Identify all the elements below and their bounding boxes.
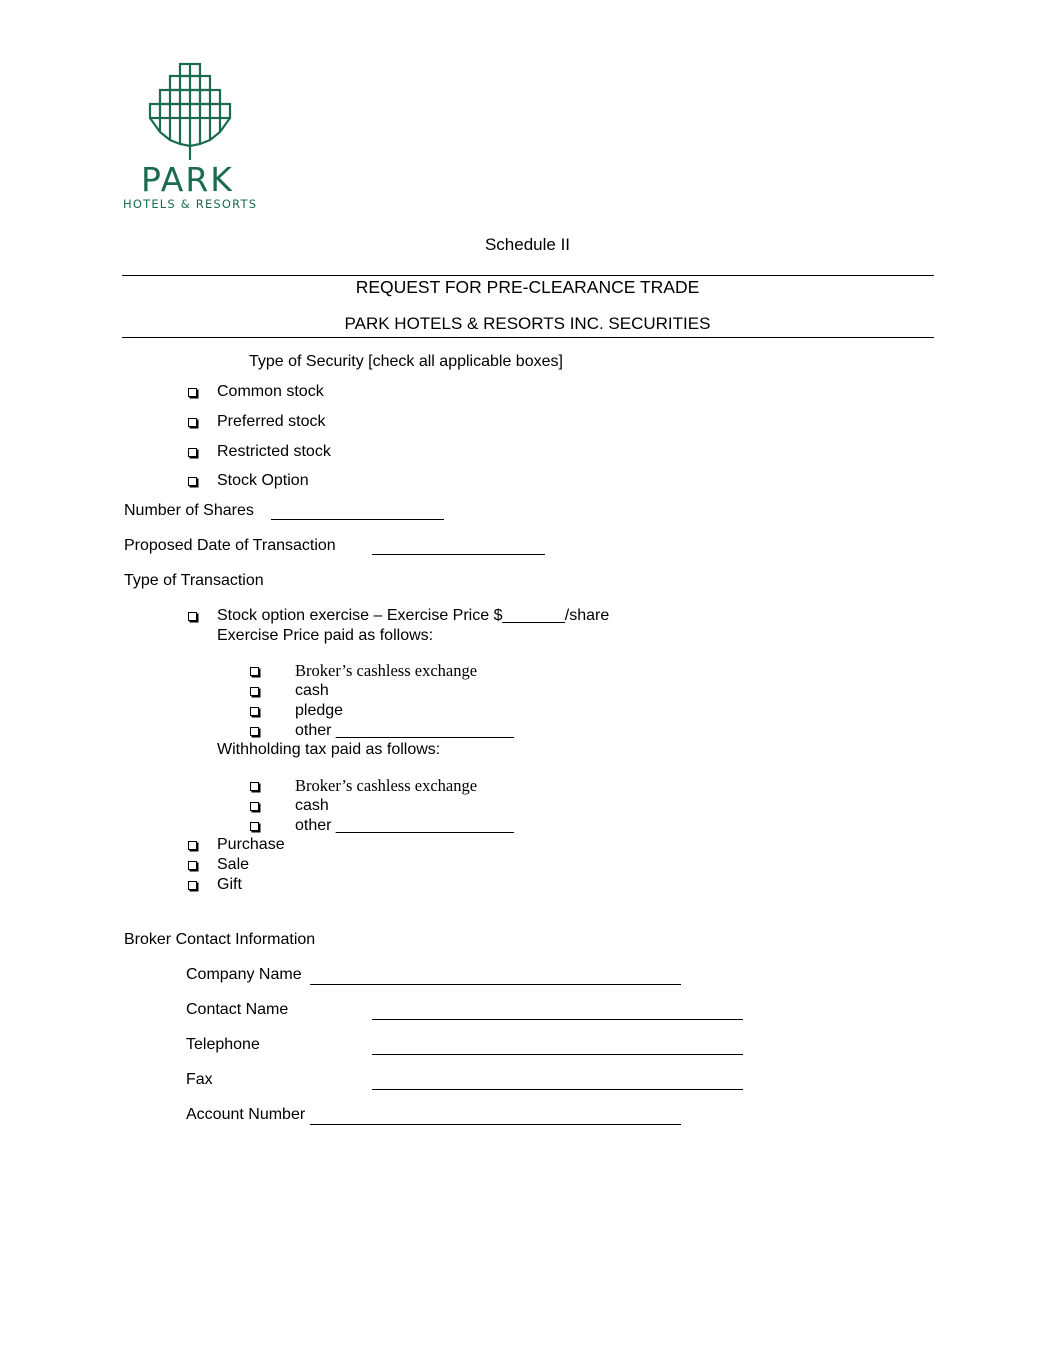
checkbox[interactable] — [188, 841, 197, 850]
checkbox[interactable] — [188, 612, 197, 621]
proposed-date-label: Proposed Date of Transaction — [124, 537, 336, 554]
company-name-field[interactable] — [310, 984, 681, 985]
option-label: Stock Option — [217, 472, 309, 489]
page-subtitle: PARK HOTELS & RESORTS INC. SECURITIES — [344, 314, 711, 333]
schedule-label: Schedule II — [484, 235, 571, 254]
proposed-date-field[interactable] — [372, 554, 545, 555]
exercise-paid-label: Exercise Price paid as follows: — [217, 627, 434, 644]
checkbox[interactable] — [188, 881, 197, 890]
telephone-field[interactable] — [372, 1054, 743, 1055]
number-of-shares-label: Number of Shares — [124, 502, 254, 519]
option-label: Preferred stock — [217, 413, 326, 430]
checkbox[interactable] — [188, 861, 197, 870]
checkbox[interactable] — [250, 782, 259, 791]
number-of-shares-field[interactable] — [271, 519, 444, 520]
checkbox[interactable] — [250, 687, 259, 696]
option-label: pledge — [295, 702, 344, 719]
option-label: Stock option exercise – Exercise Price $_______/share — [217, 607, 610, 624]
fax-field[interactable] — [372, 1089, 743, 1090]
telephone-label: Telephone — [186, 1036, 260, 1053]
option-label: Broker’s cashless exchange — [295, 661, 478, 680]
checkbox[interactable] — [250, 707, 259, 716]
option-label: Common stock — [217, 383, 324, 400]
header-divider-top — [122, 275, 934, 276]
contact-name-field[interactable] — [372, 1019, 743, 1020]
option-label: cash — [295, 797, 329, 814]
logo-wordmark: PARK — [141, 160, 234, 199]
checkbox[interactable] — [188, 418, 197, 427]
checkbox[interactable] — [250, 802, 259, 811]
transaction-type-label: Type of Transaction — [124, 572, 264, 589]
security-type-label: Type of Security [check all applicable boxes] — [249, 353, 563, 370]
option-label: Broker’s cashless exchange — [295, 776, 478, 795]
broker-section-label: Broker Contact Information — [124, 931, 316, 948]
option-label: other ____________________ — [295, 817, 514, 834]
account-number-label: Account Number — [186, 1106, 306, 1123]
tree-building-icon — [146, 60, 234, 162]
option-label: Purchase — [217, 836, 285, 853]
checkbox[interactable] — [188, 388, 197, 397]
option-label: cash — [295, 682, 329, 699]
contact-name-label: Contact Name — [186, 1001, 289, 1018]
option-label: Gift — [217, 876, 242, 893]
checkbox[interactable] — [250, 822, 259, 831]
fax-label: Fax — [186, 1071, 213, 1088]
option-label: other ____________________ — [295, 722, 514, 739]
withholding-label: Withholding tax paid as follows: — [217, 741, 441, 758]
checkbox[interactable] — [188, 477, 197, 486]
logo-tagline: HOTELS & RESORTS — [123, 197, 258, 211]
option-label: Restricted stock — [217, 443, 331, 460]
account-number-field[interactable] — [310, 1124, 681, 1125]
checkbox[interactable] — [250, 667, 259, 676]
page-title: REQUEST FOR PRE-CLEARANCE TRADE — [355, 277, 700, 297]
header-divider-bottom — [122, 337, 934, 338]
option-label: Sale — [217, 856, 250, 873]
company-name-label: Company Name — [186, 966, 302, 983]
checkbox[interactable] — [188, 448, 197, 457]
checkbox[interactable] — [250, 727, 259, 736]
